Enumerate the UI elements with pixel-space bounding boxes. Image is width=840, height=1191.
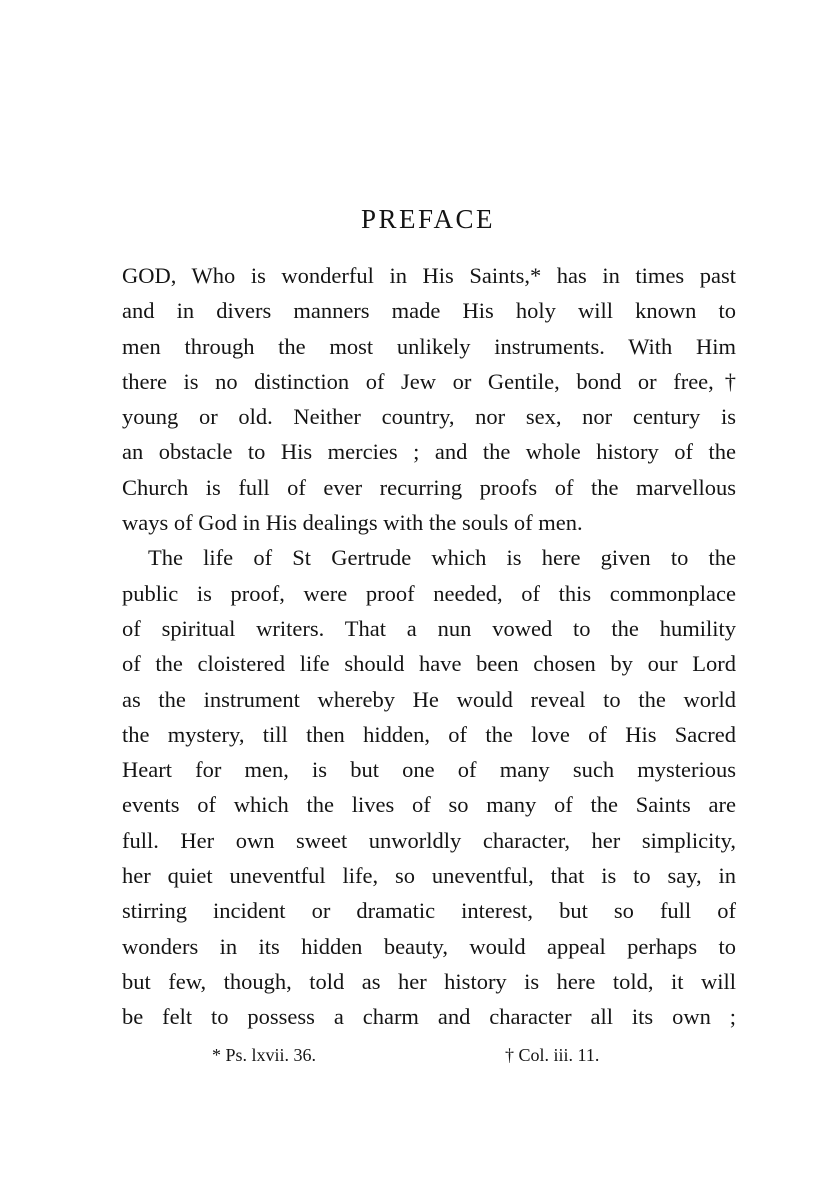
- text-line: public is proof, were proof needed, of this commonplace: [122, 580, 736, 606]
- text-line: the mystery, till then hidden, of the love of His Sacred: [122, 721, 736, 747]
- text-line: ways of God in His dealings with the souls of men.: [122, 510, 583, 536]
- text-line: events of which the lives of so many of the Saints are: [122, 792, 736, 818]
- footnote-col: † Col. iii. 11.: [505, 1045, 600, 1065]
- text-line: be felt to possess a charm and character all its own ;: [122, 1004, 736, 1030]
- text-line: of spiritual writers. That a nun vowed to the humility: [122, 615, 736, 641]
- text-line: and in divers manners made His holy will known to: [122, 298, 736, 324]
- text-line: men through the most unlikely instruments. With Him: [122, 333, 736, 359]
- text-line: wonders in its hidden beauty, would appeal perhaps to: [122, 933, 736, 959]
- text-line: there is no distinction of Jew or Gentile, bond or free,†: [122, 368, 736, 394]
- preface-text: [122, 258, 736, 1035]
- page-heading: PREFACE: [360, 204, 496, 234]
- text-line: Church is full of ever recurring proofs of the marvellous: [122, 474, 736, 500]
- text-line: Heart for men, is but one of many such mysterious: [122, 757, 736, 783]
- text-line: GOD, Who is wonderful in His Saints,* has in times past: [122, 263, 736, 288]
- text-line: The life of St Gertrude which is here given to the: [148, 545, 736, 571]
- text-line: of the cloistered life should have been chosen by our Lord: [122, 651, 736, 677]
- text-line: her quiet uneventful life, so uneventful, that is to say, in: [122, 863, 736, 889]
- text-line: but few, though, told as her history is here told, it will: [122, 968, 736, 994]
- text-line: an obstacle to His mercies ; and the whole history of the: [122, 439, 736, 465]
- footnote-ps: * Ps. lxvii. 36.: [212, 1045, 317, 1065]
- text-line: full. Her own sweet unworldly character, her simplicity,: [122, 827, 736, 853]
- text-line: as the instrument whereby He would reveal to the world: [122, 686, 736, 712]
- text-line: young or old. Neither country, nor sex, nor century is: [122, 404, 736, 430]
- text-line: stirring incident or dramatic interest, but so full of: [122, 898, 736, 924]
